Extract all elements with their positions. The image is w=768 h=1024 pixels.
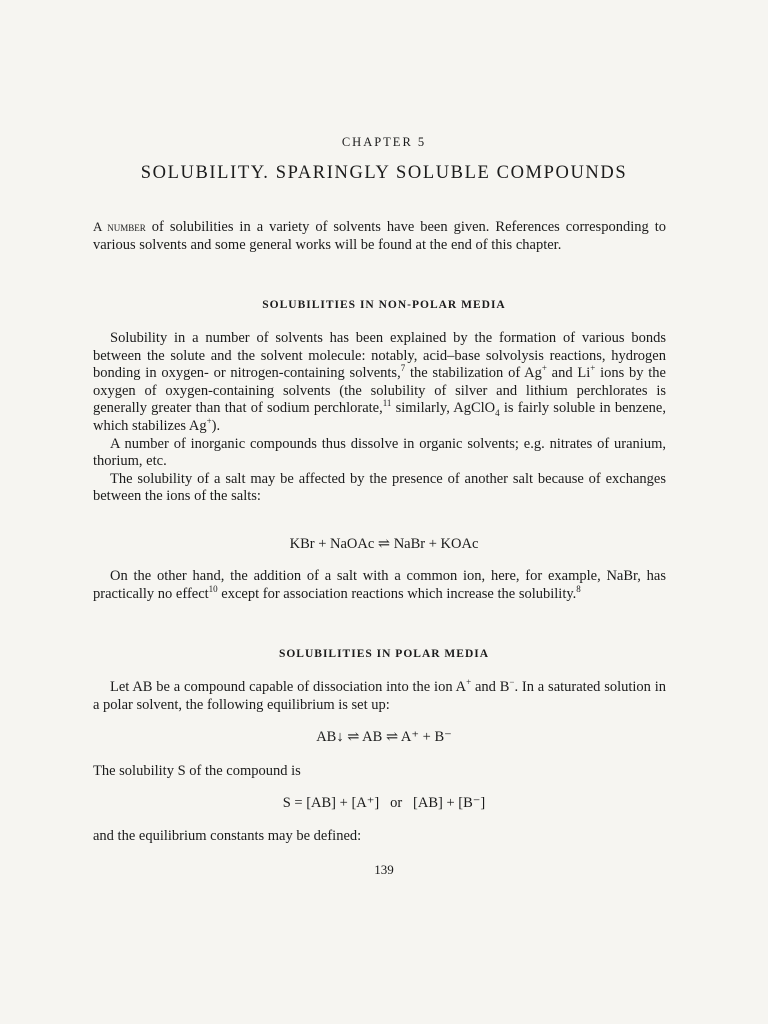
paragraph-dissociation: Let AB be a compound capable of dissociation into the ion A+ and B−. In a saturated solution in a polar solvent, the following equilibrium is set up: <box>93 677 667 713</box>
paragraph-constants: and the equilibrium constants may be defined: <box>93 828 362 844</box>
paragraph-bonds: Solubility in a number of solvents has been explained by the formation of various bonds between the solute and the solvent molecule: notably, acid–base solvolysis reactions, hydrogen bonding in oxygen- or nitrogen-containing solvents,$^7$ the stabilization of Ag+ and Li+ ions by the oxygen of oxygen-containing solvents (the solubility of silver and lithium perchlorates is generally greater than that of sodium perchlorate,$^{11}$ similarly, AgClO$_4$ is fairly soluble in benzene, which stabilizes Ag+). <box>93 330 666 434</box>
equation-solubility: S = [AB] + [A⁺] or [AB] + [B⁻] <box>282 795 486 811</box>
intro-text: of solubilities in a variety of solvents have been given. References corresponding to various solvents and some general works will be found at the end of this chapter. <box>93 219 666 253</box>
intro-lead: A number <box>93 219 146 234</box>
page-number: 139 <box>374 862 394 877</box>
equation-equilibrium: AB↓ ⇌ AB ⇌ A⁺ + B⁻ <box>316 729 452 745</box>
section-heading-polar: SOLUBILITIES IN POLAR MEDIA <box>278 648 490 660</box>
paragraph-salt-exchange: The solubility of a salt may be affected by the presence of another salt because of exchanges between the ions of the salts: <box>93 470 666 505</box>
paragraph-common-ion: On the other hand, the addition of a salt with a common ion, here, for example, NaBr, has practically no effect$^{10}$ except for association reactions which increase the solubility.$^8$ <box>93 568 666 602</box>
paragraph-inorganic: A number of inorganic compounds thus dissolve in organic solvents; e.g. nitrates of uranium, thorium, etc. <box>93 435 666 470</box>
chapter-label: CHAPTER 5 <box>341 135 427 149</box>
intro-paragraph <box>93 218 666 254</box>
paragraph-solubility-s: The solubility S of the compound is <box>93 763 301 779</box>
chapter-title: SOLUBILITY. SPARINGLY SOLUBLE COMPOUNDS <box>140 163 628 183</box>
equation-kbr-naoac: KBr + NaOAc ⇌ NaBr + KOAc <box>289 536 479 552</box>
section-non-polar-body <box>93 330 666 506</box>
section-heading-non-polar: SOLUBILITIES IN NON-POLAR MEDIA <box>262 299 506 311</box>
